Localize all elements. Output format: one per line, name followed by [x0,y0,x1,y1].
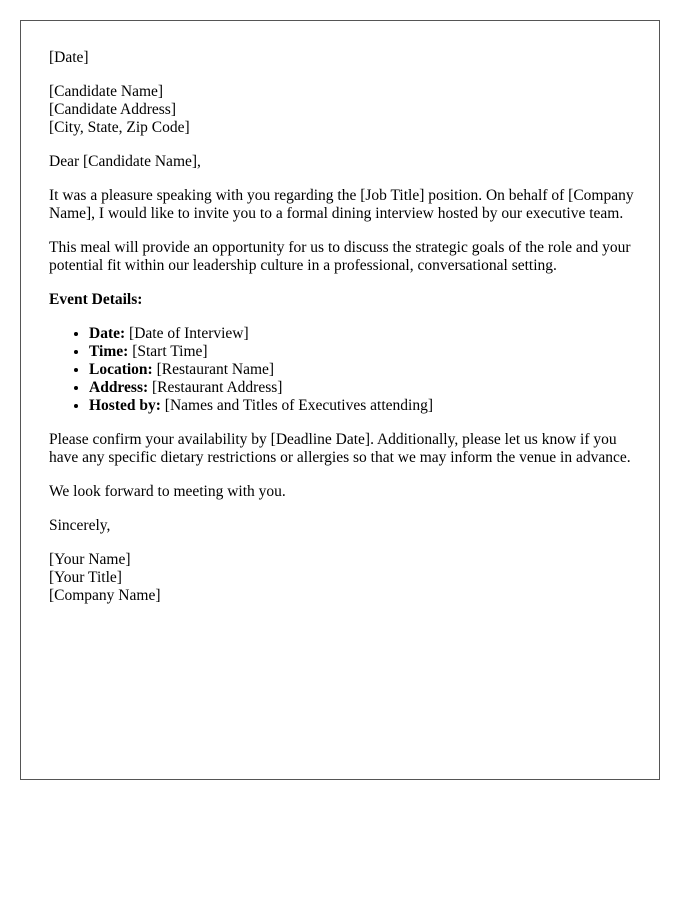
recipient-block [49,83,639,137]
event-item-label: Location: [89,361,153,378]
letter-page [20,20,660,780]
recipient-address: [Candidate Address] [49,101,176,118]
event-item-label: Address: [89,379,149,396]
event-item-value: [Restaurant Name] [152,361,275,378]
confirmation-paragraph: Please confirm your availability by [Deadline Date]. Additionally, please let us know if you have any specific dietary restrictions or allergies so that we may inform the venue in advance. [49,431,631,466]
letter-content [49,49,639,621]
event-item-value: [Restaurant Address] [148,379,283,396]
event-item-date [89,325,639,343]
signature-title: [Your Title] [49,569,122,586]
event-item-value: [Date of Interview] [125,325,249,342]
recipient-name: [Candidate Name] [49,83,164,100]
event-details-heading: Event Details: [49,291,143,308]
event-item-location [89,361,639,379]
signature-block [49,551,639,605]
letter-date: [Date] [49,49,89,66]
signature-company: [Company Name] [49,587,161,604]
event-item-value: [Start Time] [128,343,208,360]
closing-salutation: Sincerely, [49,517,111,534]
event-item-hosted-by [89,397,639,415]
event-item-label: Date: [89,325,126,342]
signature-name: [Your Name] [49,551,131,568]
purpose-paragraph: This meal will provide an opportunity for us to discuss the strategic goals of the role and your potential fit within our leadership culture in a professional, conversational setting. [49,239,631,274]
intro-paragraph: It was a pleasure speaking with you regarding the [Job Title] position. On behalf of [Company Name], I would like to invite you to a formal dining interview hosted by our executive team. [49,187,634,222]
event-item-value: [Names and Titles of Executives attending] [160,397,433,414]
event-item-time [89,343,639,361]
recipient-city-line: [City, State, Zip Code] [49,119,190,136]
closing-paragraph: We look forward to meeting with you. [49,483,286,500]
event-details-list [49,325,639,415]
event-item-label: Time: [89,343,129,360]
salutation: Dear [Candidate Name], [49,153,201,170]
event-item-address [89,379,639,397]
event-item-label: Hosted by: [89,397,161,414]
